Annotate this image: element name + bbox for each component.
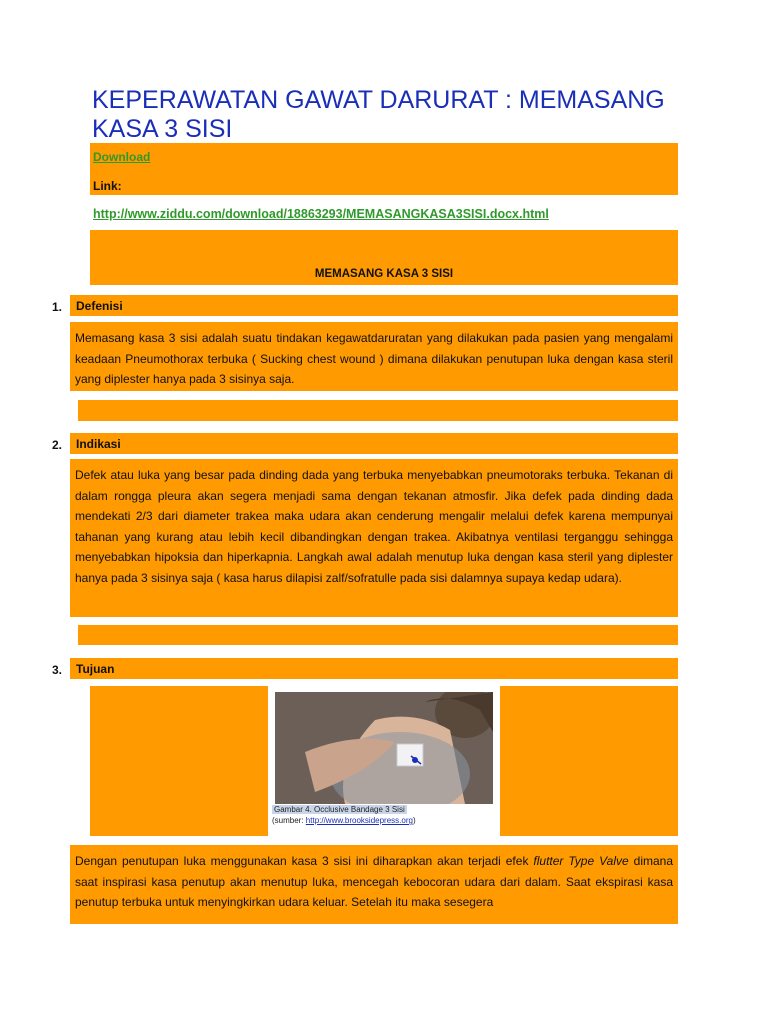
paragraph-tujuan: Dengan penutupan luka menggunakan kasa 3 sisi ini diharapkan akan terjadi efek flutter Type Valve dimana saat inspirasi kasa penutup akan menutup luka, mencegah kebocoran udara dari dalam. Saat ekspirasi kasa penutup terbuka untuk menyingkirkan udara keluar. Setelah itu maka sesegera [70, 845, 678, 924]
section-label-indikasi: Indikasi [70, 433, 678, 454]
section-heading: MEMASANG KASA 3 SISI [314, 268, 454, 280]
section-number: 1. [52, 300, 63, 314]
occlusive-bandage-image [275, 692, 493, 804]
figure-source: (sumber: http://www.brooksidepress.org) [272, 816, 416, 825]
paragraph-indikasi: Defek atau luka yang besar pada dinding dada yang terbuka menyebabkan pneumotoraks terbuka. Tekanan di dalam rongga pleura akan segera menjadi sama dengan tekanan atmosfir. Jika defek pada dinding dada mendekati 2/3 dari diameter trakea maka udara akan cenderung mengalir melalui defek karena mempunyai tahanan yang kurang atau lebih kecil dibandingkan dengan trakea. Akibatnya ventilasi terganggu sehingga menyebabkan hipoksia dan hiperkapnia. Langkah awal adalah menutup luka dengan kasa steril yang diplester hanya pada 3 sisinya saja ( kasa harus dilapisi zalf/sofratulle pada sisi dalamnya supaya kedap udara). [70, 459, 678, 617]
figure [270, 686, 498, 836]
section-number: 2. [52, 438, 63, 452]
download-link[interactable]: Download [93, 150, 151, 164]
section-label-tujuan: Tujuan [70, 658, 678, 679]
page-title: KEPERAWATAN GAWAT DARURAT : MEMASANG KASA 3 SISI [92, 86, 665, 143]
section-number: 3. [52, 663, 63, 677]
figure-caption: Gambar 4. Occlusive Bandage 3 Sisi [274, 805, 405, 814]
spacer-bar [78, 625, 678, 645]
heading-box [90, 230, 678, 285]
link-label: Link: [93, 179, 122, 193]
spacer-bar [78, 400, 678, 421]
download-box [90, 143, 678, 195]
section-label-defenisi: Defenisi [70, 295, 678, 316]
source-link[interactable]: http://www.brooksidepress.org [305, 816, 413, 825]
figure-side-right [500, 686, 678, 836]
download-url[interactable]: http://www.ziddu.com/download/18863293/MEMASANGKASA3SISI.docx.html [93, 207, 549, 221]
paragraph-defenisi: Memasang kasa 3 sisi adalah suatu tindakan kegawatdaruratan yang dilakukan pada pasien yang mengalami keadaan Pneumothorax terbuka ( Sucking chest wound ) dimana dilakukan penutupan luka dengan kasa steril yang diplester hanya pada 3 sisinya saja. [70, 322, 678, 391]
figure-side-left [90, 686, 268, 836]
